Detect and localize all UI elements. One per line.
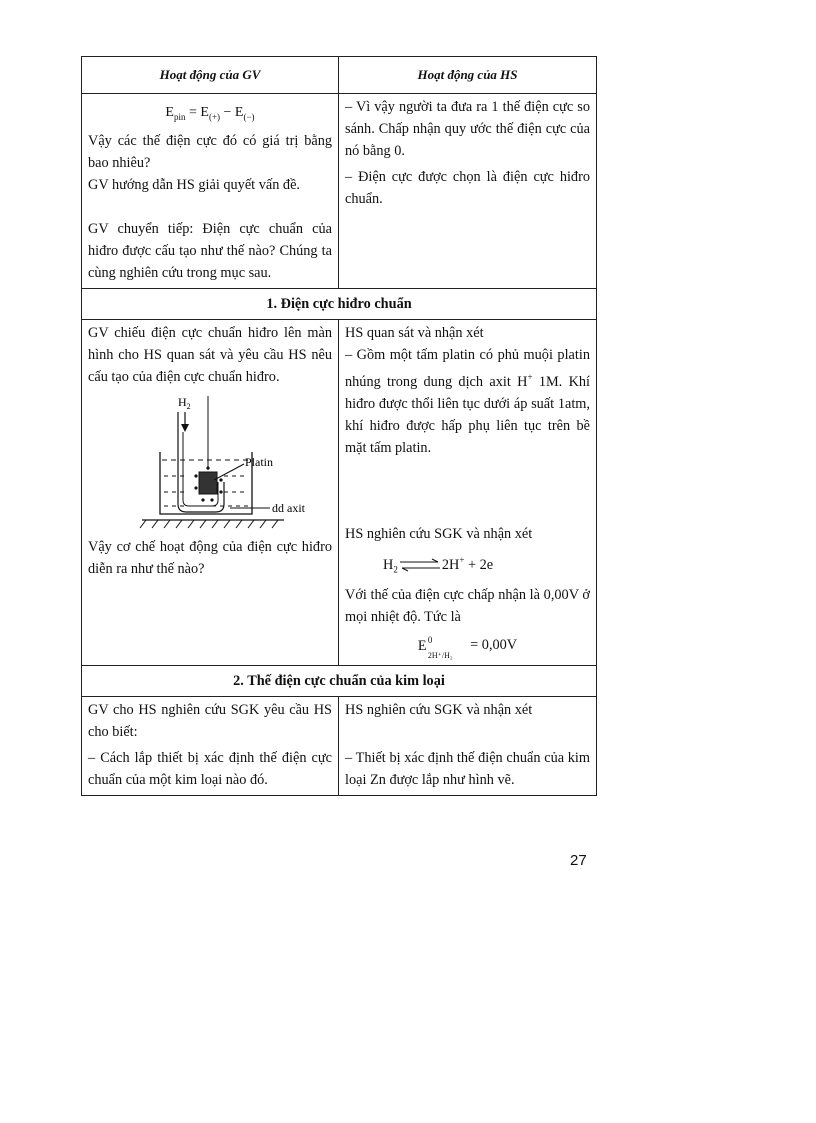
table-row [82,94,597,289]
lesson-table [81,56,597,796]
gv-text: Vậy các thế điện cực đó có giá trị bằng bao nhiêu? [88,132,332,171]
table-row [82,696,597,795]
hs-text: – Vì vậy người ta đưa ra 1 thế điện cực so sánh. Chấp nhận quy ước thế điện cực của nó bằng 0. [345,99,590,159]
section-row [82,665,597,696]
table-header-row [82,57,597,94]
equilibrium-arrow-icon [398,558,442,572]
h2-label: $H_2$ [178,394,191,411]
hs-text: HS nghiên cứu SGK và nhận xét [345,525,533,542]
header-hs: Hoạt động của HS [339,57,597,94]
gv-text: GV hướng dẫn HS giải quyết vấn đề. [88,176,300,193]
section-title-2: 2. Thế điện cực chuẩn của kim loại [82,665,597,696]
hydrogen-electrode-diagram [112,392,312,532]
ground-hatch [140,520,278,528]
hs-text: – Thiết bị xác định thế điện chuẩn của kim loại Zn được lắp như hình vẽ. [345,749,590,788]
header-gv: Hoạt động của GV [82,57,339,94]
gv-text: GV chiếu điện cực chuẩn hiđro lên màn hình cho HS quan sát và yêu cầu HS nêu cấu tạo của điện cực chuẩn hiđro. [88,324,332,385]
pin-formula: $E_{pin} = E_{(+)} - E_{(-)}$ [165,105,255,122]
gv-text: GV cho HS nghiên cứu SGK yêu cầu HS cho biết: [88,701,332,740]
platin-leader [214,464,244,480]
platin-label: Platin [245,454,274,469]
page-number: 27 [570,852,587,869]
hs-text: – Gồm một tấm platin có phủ muội platin nhúng trong dung dịch axit H+ 1M. Khí hiđro được thổi liên tục dưới áp suất 1atm, khí hiđro được hấp phụ liên tục trên bề mặt tấm platin. [345,346,591,456]
platinum-plate [199,472,217,494]
gv-text: – Cách lắp thiết bị xác định thế điện cực chuẩn của một kim loại nào đó. [88,749,332,788]
acid-label: dd axit [272,500,305,515]
gv-text: Vậy cơ chế hoạt động của điện cực hiđro diễn ra như thế nào? [88,538,332,577]
hydrogen-reaction: $H_2$ 2H+ + 2e [383,554,494,575]
hs-text: HS quan sát và nhận xét [345,324,484,341]
standard-potential: E 0 2H⁺/H₂ = 0,00V [417,634,518,660]
hs-text: Với thế của điện cực chấp nhận là 0,00V ở mọi nhiệt độ. Tức là [345,587,590,626]
hs-text: HS nghiên cứu SGK và nhận xét [345,701,533,718]
gas-arrow-head [181,424,189,432]
hs-text: – Điện cực được chọn là điện cực hiđro chuẩn. [345,169,590,207]
gv-text: GV chuyển tiếp: Điện cực chuẩn của hiđro được cấu tạo như thế nào? Chúng ta cùng nghiên cứu trong mục sau. [88,220,332,281]
section-title-1: 1. Điện cực hiđro chuẩn [82,288,597,319]
table-row [82,319,597,665]
section-row [82,288,597,319]
